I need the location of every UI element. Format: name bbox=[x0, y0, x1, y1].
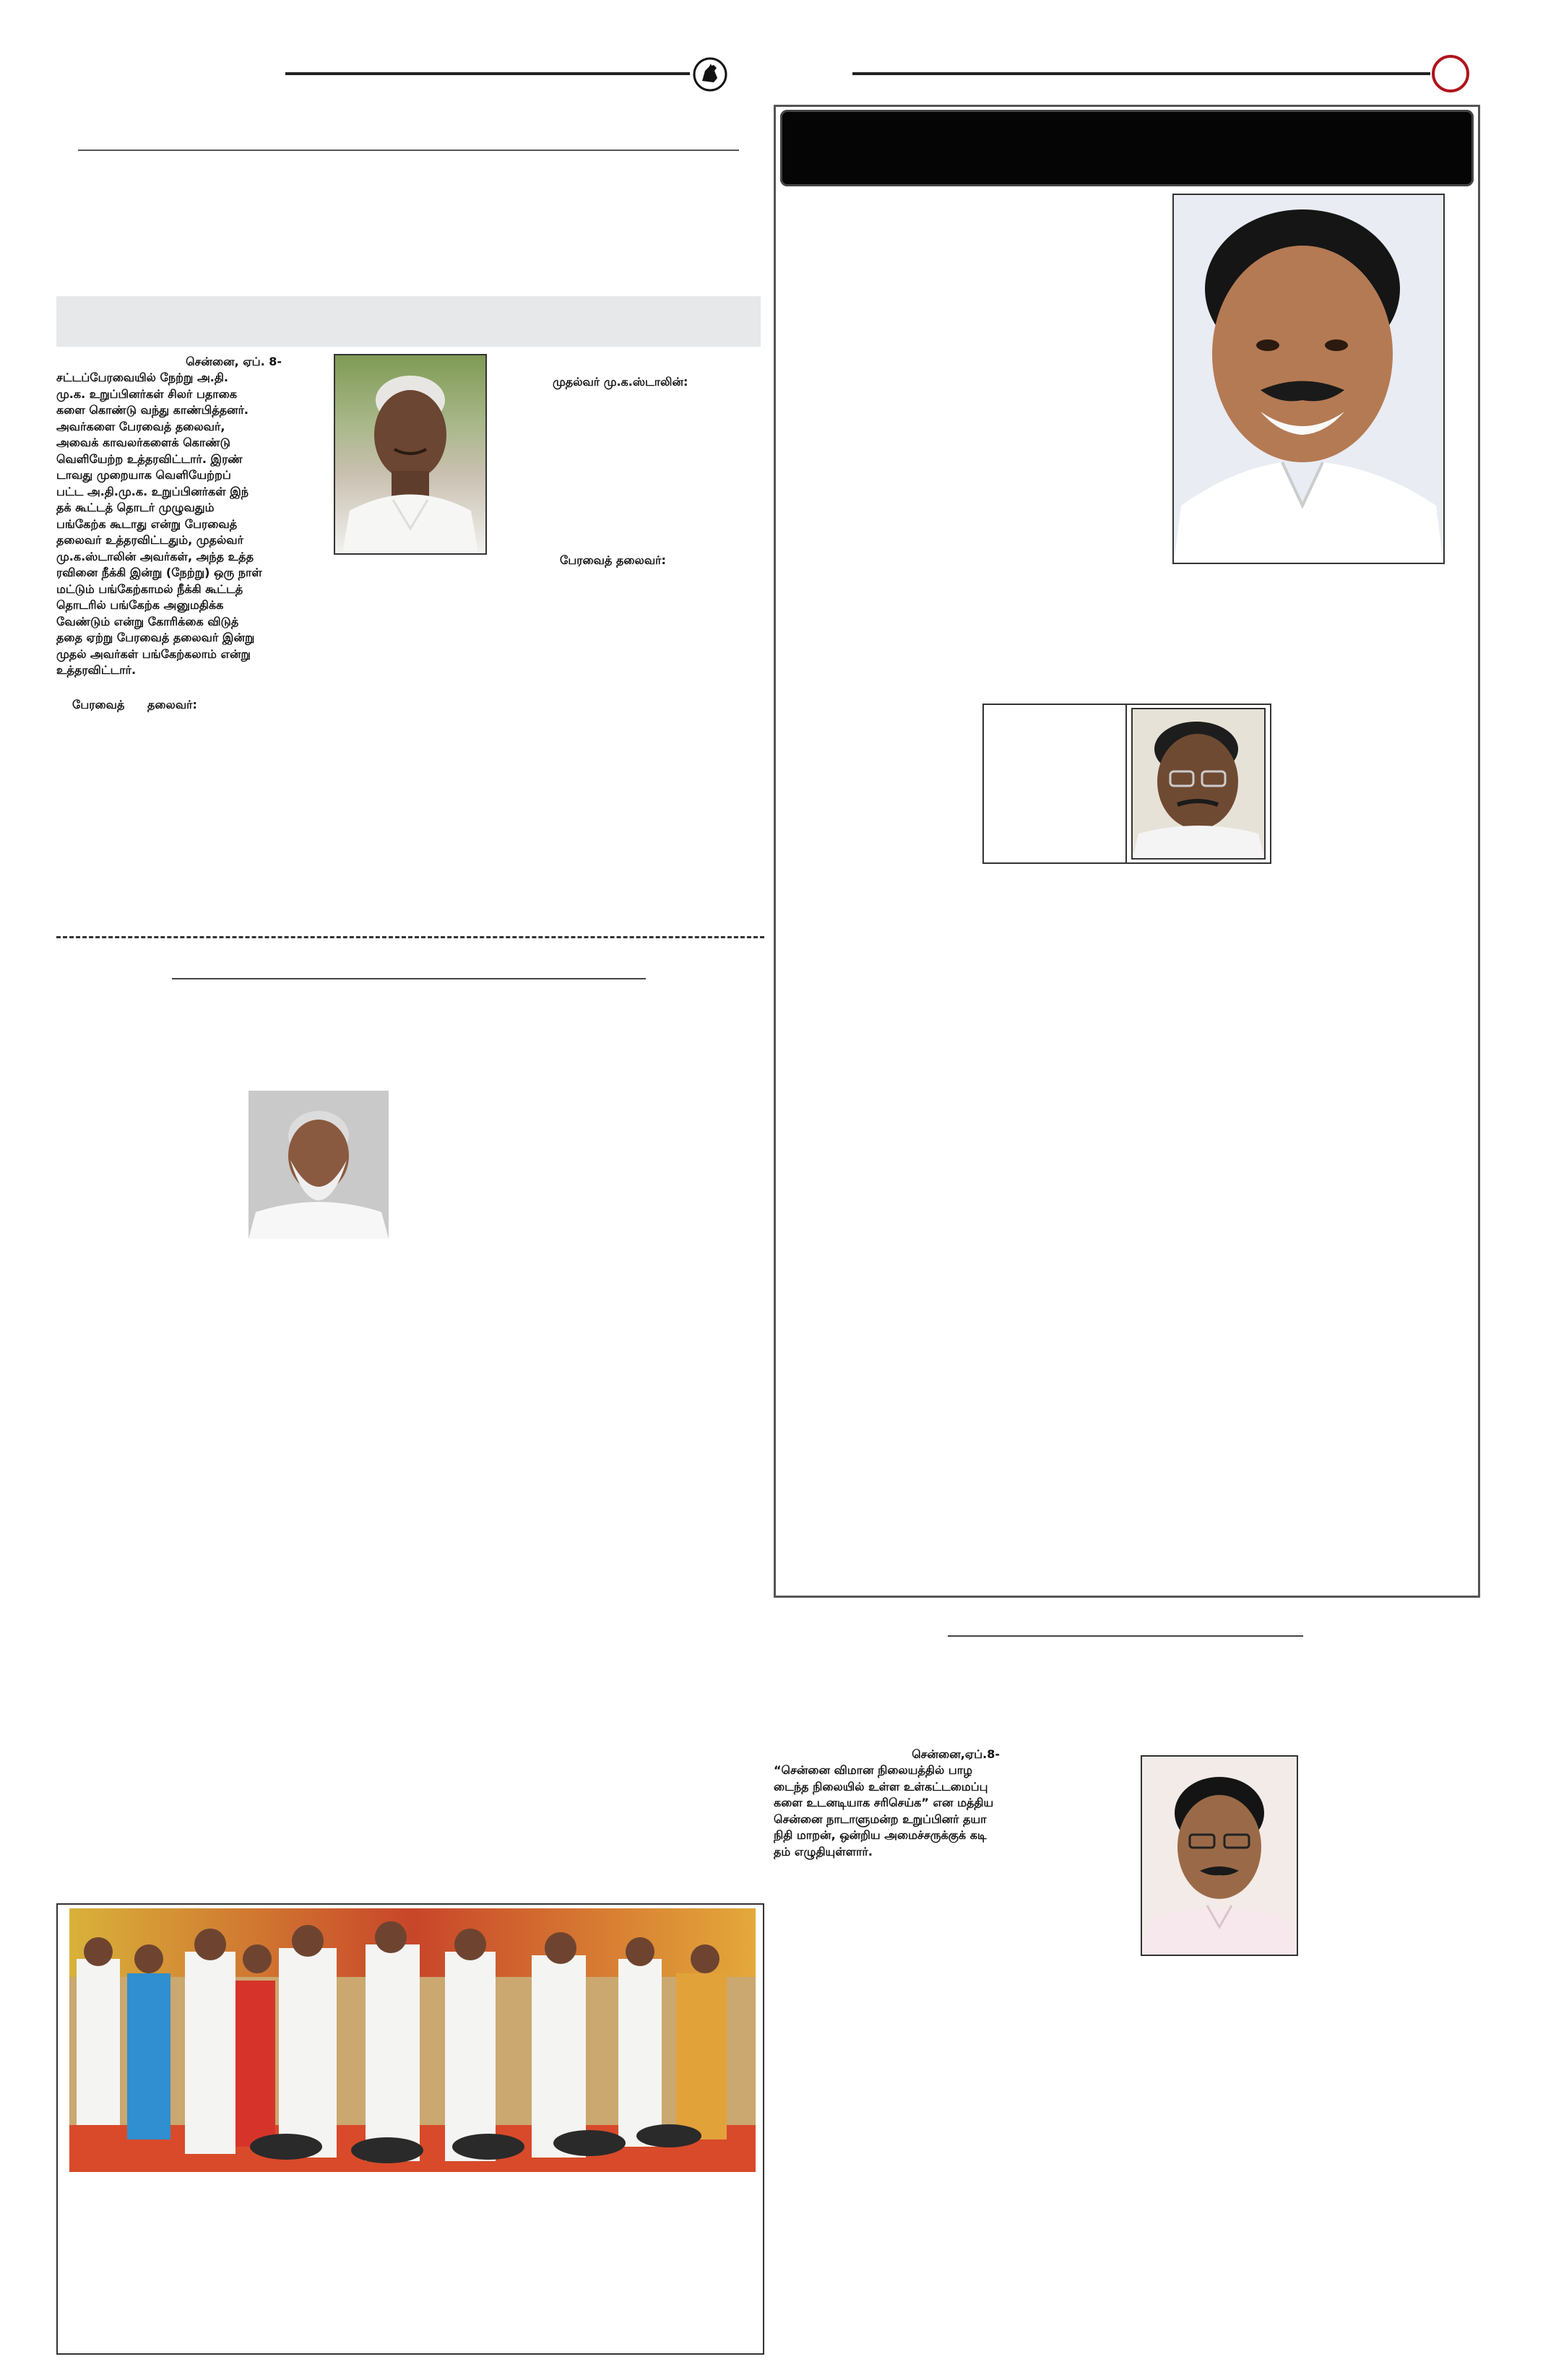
photo-assembly-speaker bbox=[334, 354, 487, 555]
airport-body-line: சென்னை நாடாளுமன்ற உறுப்பினர் தயா bbox=[774, 1812, 987, 1826]
assembly-body-line: மு.க.ஸ்டாலின் அவர்கள், அந்த உத்த bbox=[56, 549, 254, 563]
airport-body-line: நிதி மாறன், ஒன்றிய அமைச்சருக்குக் கடி bbox=[774, 1828, 987, 1842]
airport-body-line: தம் எழுதியுள்ளார். bbox=[774, 1844, 873, 1858]
section-divider-dashed bbox=[56, 936, 764, 938]
assembly-body-line: பங்கேற்க கூடாது என்று பேரவைத் bbox=[56, 516, 238, 531]
assembly-body-line: சட்டப்பேரவையில் நேற்று அ.தி. bbox=[56, 371, 228, 384]
airport-headline-rule bbox=[948, 1635, 1303, 1637]
airport-dateline: சென்னை,ஏப்.8- bbox=[912, 1747, 1000, 1761]
photo-mp bbox=[1141, 1755, 1298, 1956]
inset-divider bbox=[1125, 704, 1127, 864]
assembly-body-line: டாவது முறையாக வெளியேற்றப் bbox=[56, 468, 231, 482]
airport-body-line: டைந்த நிலையில் உள்ள உள்கட்டமைப்பு bbox=[774, 1779, 988, 1793]
assembly-body-line: அவைக் காவலர்களைக் கொண்டு bbox=[56, 436, 230, 449]
assembly-body-line: மட்டும் பங்கேற்காமல் நீக்கி கூட்டத் bbox=[56, 581, 243, 596]
assembly-body-line: பட்ட அ.தி.மு.க. உறுப்பினர்கள் இந் bbox=[56, 484, 249, 498]
cm-label: முதல்வர் மு.க.ஸ்டாலின்: bbox=[553, 375, 688, 389]
assembly-dateline: சென்னை, ஏப். 8- bbox=[186, 355, 282, 368]
speaker-label-2: பேரவைத் தலைவர்: bbox=[560, 553, 666, 567]
assembly-body-line: அவர்களை பேரவைத் தலைவர், bbox=[56, 419, 225, 433]
assembly-body-line: வெளியேற்ற உத்தரவிட்டார். இரண் bbox=[56, 451, 243, 466]
assembly-body-line: ரவினை நீக்கி இன்று (நேற்று) ஒரு நாள் bbox=[56, 566, 262, 579]
speaker-label-1: பேரவைத் தலைவர்: bbox=[72, 698, 197, 711]
assembly-body-line: முதல் அவர்கள் பங்கேற்கலாம் என்று bbox=[56, 646, 251, 661]
header-rule-left bbox=[285, 72, 690, 75]
subheadline-band bbox=[56, 296, 761, 347]
photo-bearded-man bbox=[248, 1091, 389, 1239]
horse-emblem-icon bbox=[692, 56, 728, 92]
airport-story-body bbox=[774, 1762, 1000, 1860]
assembly-body-line: மு.க. உறுப்பினர்கள் சிலர் பதாகை bbox=[56, 386, 238, 401]
airport-body-line: “சென்னை விமான நிலையத்தில் பாழ bbox=[774, 1763, 973, 1777]
photo-man-glasses bbox=[1131, 708, 1266, 860]
airport-body-line: களை உடனடியாக சரிசெய்க” என மத்திய bbox=[774, 1796, 994, 1809]
assembly-body-line: வேண்டும் என்று கோரிக்கை விடுத் bbox=[56, 614, 239, 628]
assembly-body-line: களை கொண்டு வந்து காண்பித்தனர். bbox=[56, 403, 249, 417]
right-headline-banner bbox=[780, 110, 1474, 186]
assembly-story-body bbox=[56, 370, 283, 679]
assembly-body-line: தொடரில் பங்கேற்க அனுமதிக்க bbox=[56, 598, 224, 612]
header-rule-right bbox=[852, 72, 1430, 75]
photo-event bbox=[69, 1908, 756, 2172]
assembly-body-line: தக் கூட்டத் தொடர் முழுவதும் bbox=[56, 501, 215, 514]
assembly-body-line: தலைவர் உத்தரவிட்டதும், முதல்வர் bbox=[56, 533, 243, 547]
assembly-body-line: உத்தரவிட்டார். bbox=[56, 663, 137, 677]
photo-chief-minister bbox=[1172, 194, 1445, 564]
second-headline-rule bbox=[172, 978, 646, 979]
headline-rule bbox=[78, 150, 739, 151]
assembly-body-line: ததை ஏற்று பேரவைத் தலைவர் இன்று bbox=[56, 631, 255, 644]
circle-page-marker-icon bbox=[1432, 55, 1469, 92]
